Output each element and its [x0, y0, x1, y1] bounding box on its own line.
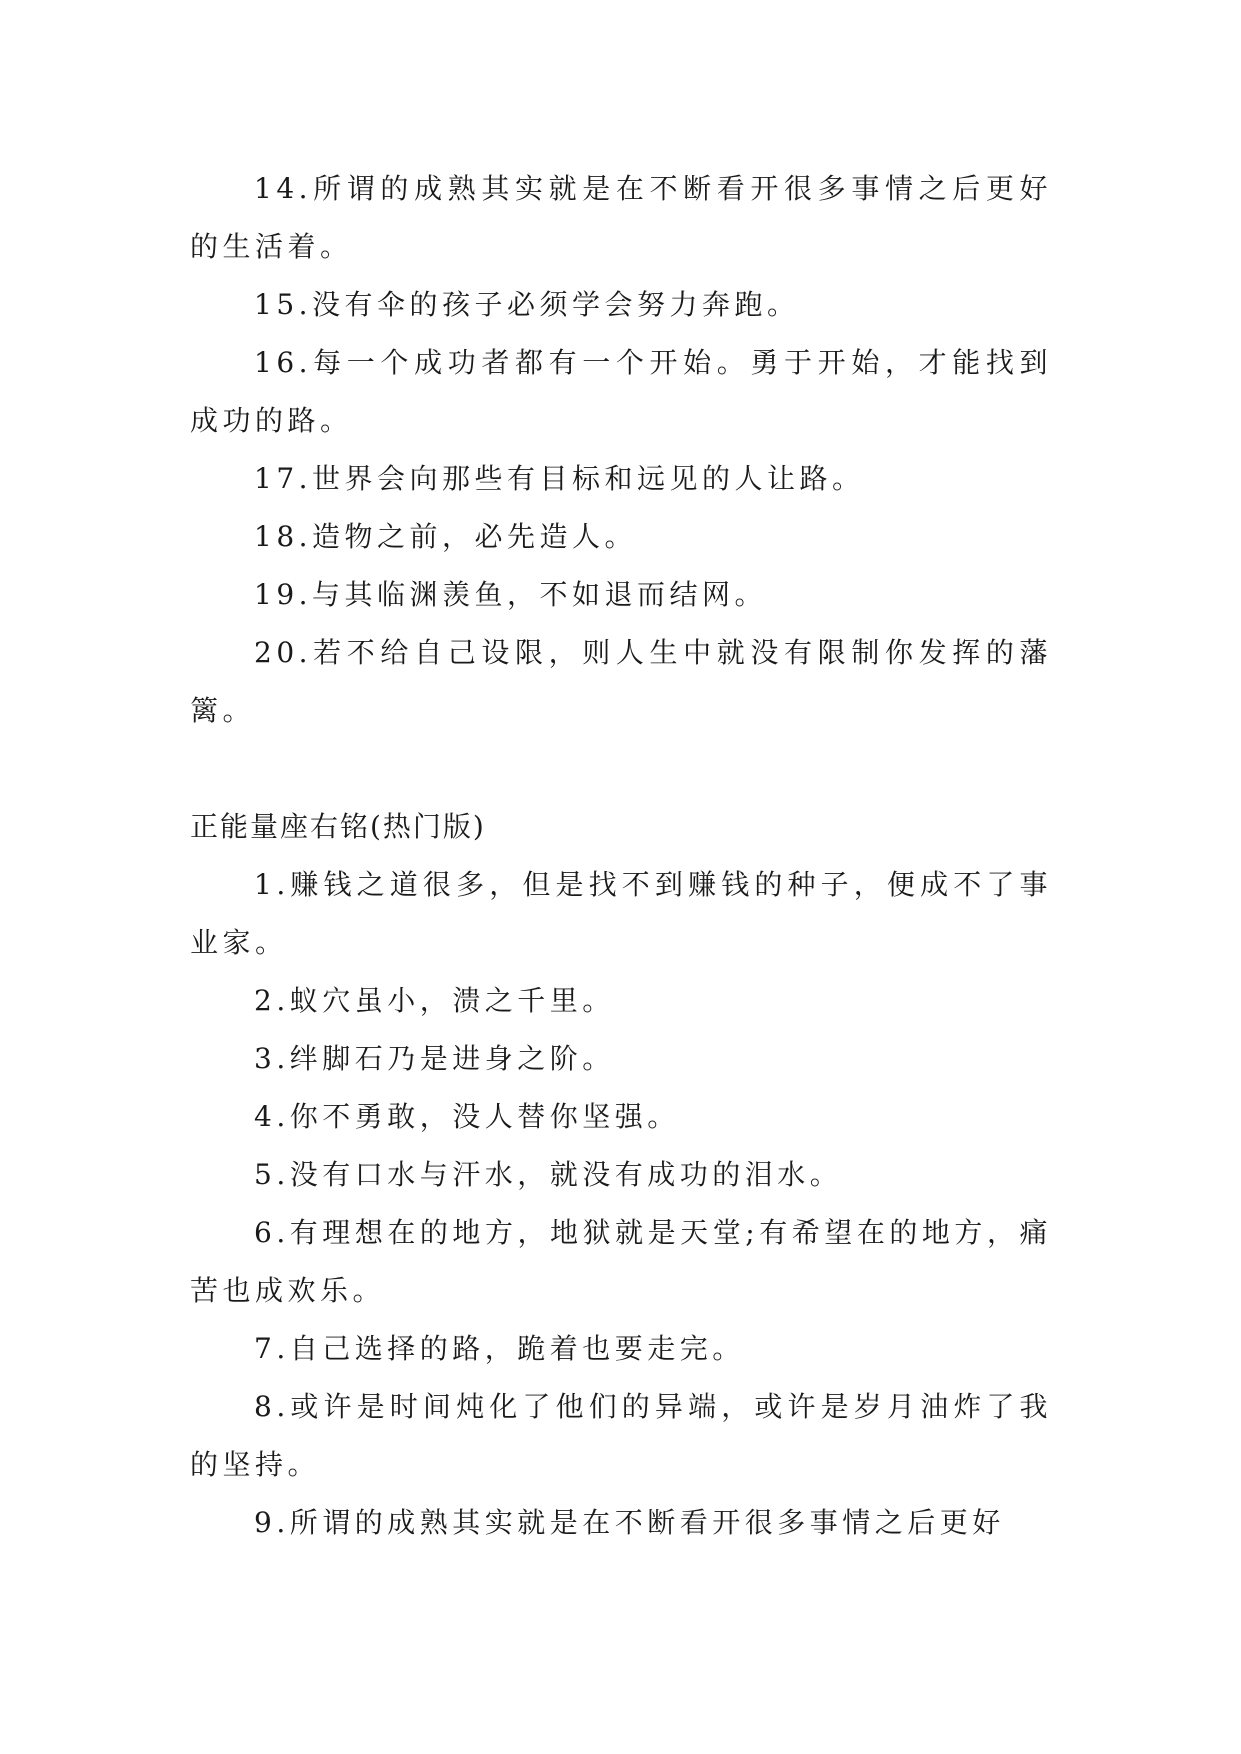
document-page: [190, 160, 1052, 1552]
list-item: 8.或许是时间炖化了他们的异端，或许是岁月油炸了我的坚持。: [190, 1390, 1052, 1481]
list-item: 17.世界会向那些有目标和远见的人让路。: [254, 462, 865, 495]
section-2: [190, 798, 1052, 1552]
list-item: 18.造物之前，必先造人。: [254, 520, 638, 553]
list-item: 20.若不给自己设限，则人生中就没有限制你发挥的藩篱。: [190, 636, 1052, 727]
list-item: 9.所谓的成熟其实就是在不断看开很多事情之后更好: [254, 1506, 1005, 1539]
section-1: [190, 160, 1052, 740]
list-item: 16.每一个成功者都有一个开始。勇于开始，才能找到成功的路。: [190, 346, 1052, 437]
list-item: 14.所谓的成熟其实就是在不断看开很多事情之后更好的生活着。: [190, 172, 1052, 263]
list-item: 6.有理想在的地方，地狱就是天堂;有希望在的地方，痛苦也成欢乐。: [190, 1216, 1052, 1307]
list-item: 5.没有口水与汗水，就没有成功的泪水。: [254, 1158, 843, 1191]
list-item: 15.没有伞的孩子必须学会努力奔跑。: [254, 288, 800, 321]
list-item: 4.你不勇敢，没人替你坚强。: [254, 1100, 680, 1133]
list-item: 3.绊脚石乃是进身之阶。: [254, 1042, 615, 1075]
section-spacer: [190, 740, 1052, 798]
section-heading: 正能量座右铭(热门版): [190, 810, 486, 843]
list-item: 1.赚钱之道很多，但是找不到赚钱的种子，便成不了事业家。: [190, 868, 1052, 959]
list-item: 2.蚁穴虽小，溃之千里。: [254, 984, 615, 1017]
list-item: 7.自己选择的路，跪着也要走完。: [254, 1332, 745, 1365]
list-item: 19.与其临渊羡鱼，不如退而结网。: [254, 578, 768, 611]
